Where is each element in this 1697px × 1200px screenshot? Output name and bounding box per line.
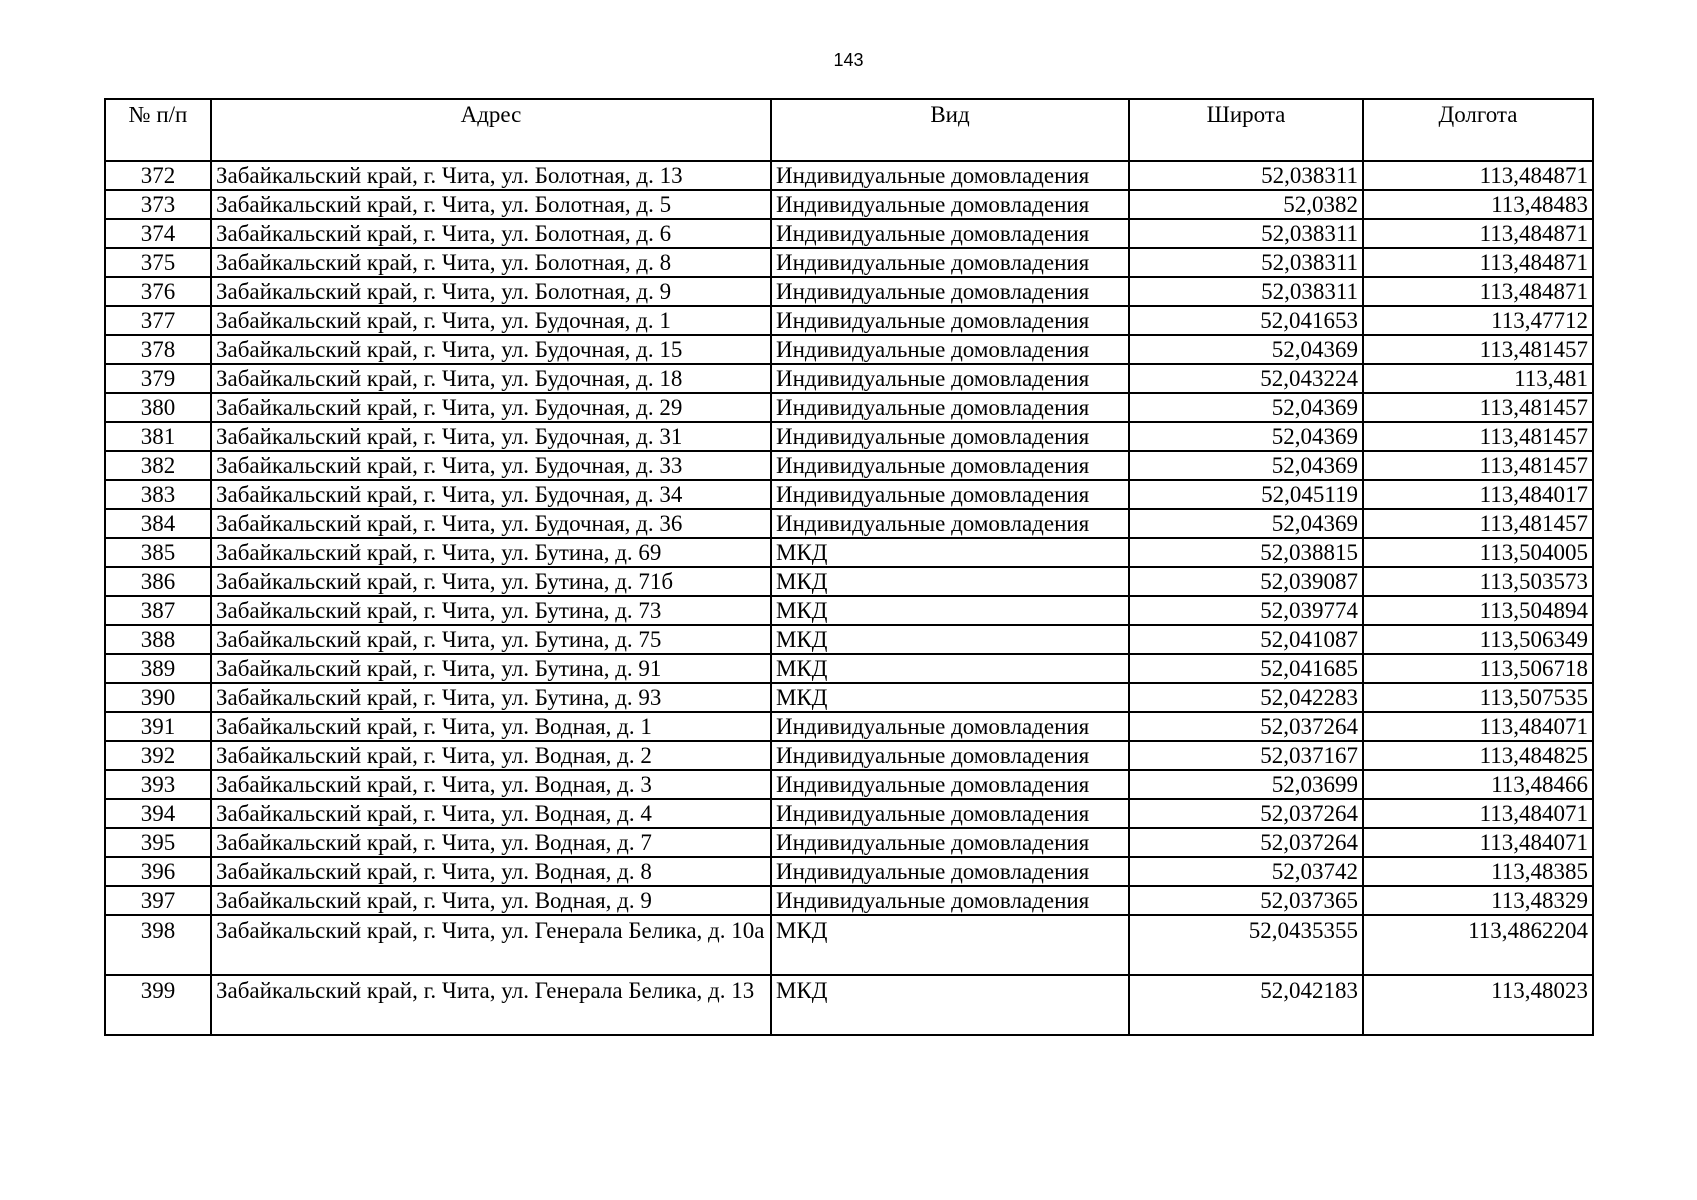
- cell-number: 387: [105, 596, 211, 625]
- cell-number: 383: [105, 480, 211, 509]
- table-row: [105, 480, 1593, 509]
- table-row: [105, 335, 1593, 364]
- cell-latitude: 52,041653: [1129, 306, 1363, 335]
- cell-address: Забайкальский край, г. Чита, ул. Будочная, д. 18: [211, 364, 771, 393]
- cell-type: Индивидуальные домовладения: [771, 480, 1129, 509]
- cell-latitude: 52,042183: [1129, 975, 1363, 1035]
- address-table: [104, 98, 1594, 1036]
- cell-type: Индивидуальные домовладения: [771, 364, 1129, 393]
- cell-number: 390: [105, 683, 211, 712]
- cell-address: Забайкальский край, г. Чита, ул. Бутина, д. 91: [211, 654, 771, 683]
- table-row: [105, 741, 1593, 770]
- cell-type: Индивидуальные домовладения: [771, 741, 1129, 770]
- cell-number: 381: [105, 422, 211, 451]
- table-row: [105, 712, 1593, 741]
- cell-address: Забайкальский край, г. Чита, ул. Водная, д. 7: [211, 828, 771, 857]
- cell-latitude: 52,039087: [1129, 567, 1363, 596]
- cell-number: 382: [105, 451, 211, 480]
- cell-latitude: 52,045119: [1129, 480, 1363, 509]
- table-row: [105, 161, 1593, 190]
- table-row: [105, 451, 1593, 480]
- cell-type: МКД: [771, 975, 1129, 1035]
- cell-latitude: 52,038815: [1129, 538, 1363, 567]
- cell-number: 372: [105, 161, 211, 190]
- table-row: [105, 683, 1593, 712]
- cell-type: Индивидуальные домовладения: [771, 886, 1129, 915]
- table-row: [105, 422, 1593, 451]
- cell-address: Забайкальский край, г. Чита, ул. Болотная, д. 9: [211, 277, 771, 306]
- cell-latitude: 52,041087: [1129, 625, 1363, 654]
- cell-latitude: 52,038311: [1129, 219, 1363, 248]
- cell-type: Индивидуальные домовладения: [771, 277, 1129, 306]
- cell-number: 378: [105, 335, 211, 364]
- cell-type: Индивидуальные домовладения: [771, 712, 1129, 741]
- cell-latitude: 52,037264: [1129, 799, 1363, 828]
- table-row: [105, 306, 1593, 335]
- cell-address: Забайкальский край, г. Чита, ул. Болотная, д. 8: [211, 248, 771, 277]
- cell-address: Забайкальский край, г. Чита, ул. Бутина, д. 69: [211, 538, 771, 567]
- cell-address: Забайкальский край, г. Чита, ул. Генерала Белика, д. 13: [211, 975, 771, 1035]
- cell-number: 376: [105, 277, 211, 306]
- cell-type: Индивидуальные домовладения: [771, 857, 1129, 886]
- table-row: [105, 828, 1593, 857]
- table-row: [105, 190, 1593, 219]
- cell-number: 392: [105, 741, 211, 770]
- cell-address: Забайкальский край, г. Чита, ул. Болотная, д. 13: [211, 161, 771, 190]
- cell-latitude: 52,038311: [1129, 161, 1363, 190]
- cell-address: Забайкальский край, г. Чита, ул. Бутина, д. 71б: [211, 567, 771, 596]
- cell-type: Индивидуальные домовладения: [771, 161, 1129, 190]
- cell-number: 396: [105, 857, 211, 886]
- cell-latitude: 52,04369: [1129, 335, 1363, 364]
- cell-latitude: 52,0382: [1129, 190, 1363, 219]
- cell-longitude: 113,484871: [1363, 219, 1593, 248]
- cell-address: Забайкальский край, г. Чита, ул. Будочная, д. 1: [211, 306, 771, 335]
- cell-longitude: 113,506349: [1363, 625, 1593, 654]
- cell-latitude: 52,03699: [1129, 770, 1363, 799]
- cell-longitude: 113,484871: [1363, 277, 1593, 306]
- cell-latitude: 52,04369: [1129, 422, 1363, 451]
- cell-number: 373: [105, 190, 211, 219]
- cell-address: Забайкальский край, г. Чита, ул. Водная, д. 3: [211, 770, 771, 799]
- cell-number: 397: [105, 886, 211, 915]
- cell-type: Индивидуальные домовладения: [771, 509, 1129, 538]
- table-row: [105, 857, 1593, 886]
- table-body: [105, 161, 1593, 1035]
- cell-latitude: 52,037264: [1129, 712, 1363, 741]
- cell-longitude: 113,484071: [1363, 828, 1593, 857]
- cell-longitude: 113,48483: [1363, 190, 1593, 219]
- cell-type: МКД: [771, 683, 1129, 712]
- header-latitude: Широта: [1129, 99, 1363, 161]
- cell-longitude: 113,484071: [1363, 799, 1593, 828]
- cell-longitude: 113,504894: [1363, 596, 1593, 625]
- cell-address: Забайкальский край, г. Чита, ул. Будочная, д. 31: [211, 422, 771, 451]
- cell-number: 391: [105, 712, 211, 741]
- cell-address: Забайкальский край, г. Чита, ул. Водная, д. 4: [211, 799, 771, 828]
- cell-address: Забайкальский край, г. Чита, ул. Болотная, д. 5: [211, 190, 771, 219]
- cell-longitude: 113,484071: [1363, 712, 1593, 741]
- cell-type: МКД: [771, 567, 1129, 596]
- cell-type: Индивидуальные домовладения: [771, 422, 1129, 451]
- cell-number: 389: [105, 654, 211, 683]
- table-row: [105, 538, 1593, 567]
- table-row: [105, 975, 1593, 1035]
- cell-type: Индивидуальные домовладения: [771, 219, 1129, 248]
- table-row: [105, 886, 1593, 915]
- cell-latitude: 52,04369: [1129, 451, 1363, 480]
- cell-address: Забайкальский край, г. Чита, ул. Водная, д. 8: [211, 857, 771, 886]
- cell-longitude: 113,484017: [1363, 480, 1593, 509]
- cell-longitude: 113,484825: [1363, 741, 1593, 770]
- cell-latitude: 52,03742: [1129, 857, 1363, 886]
- table-row: [105, 364, 1593, 393]
- cell-type: МКД: [771, 538, 1129, 567]
- table-row: [105, 248, 1593, 277]
- cell-number: 385: [105, 538, 211, 567]
- cell-latitude: 52,037167: [1129, 741, 1363, 770]
- table-row: [105, 596, 1593, 625]
- table-row: [105, 799, 1593, 828]
- cell-longitude: 113,48329: [1363, 886, 1593, 915]
- cell-longitude: 113,481457: [1363, 509, 1593, 538]
- page-number: 143: [833, 50, 864, 70]
- cell-latitude: 52,037264: [1129, 828, 1363, 857]
- cell-type: МКД: [771, 654, 1129, 683]
- cell-address: Забайкальский край, г. Чита, ул. Будочная, д. 34: [211, 480, 771, 509]
- table-row: [105, 277, 1593, 306]
- cell-address: Забайкальский край, г. Чита, ул. Будочная, д. 36: [211, 509, 771, 538]
- cell-number: 380: [105, 393, 211, 422]
- cell-longitude: 113,481457: [1363, 393, 1593, 422]
- header-address: Адрес: [211, 99, 771, 161]
- cell-address: Забайкальский край, г. Чита, ул. Будочная, д. 29: [211, 393, 771, 422]
- cell-number: 395: [105, 828, 211, 857]
- cell-latitude: 52,037365: [1129, 886, 1363, 915]
- cell-number: 398: [105, 915, 211, 975]
- cell-type: Индивидуальные домовладения: [771, 190, 1129, 219]
- cell-latitude: 52,042283: [1129, 683, 1363, 712]
- cell-longitude: 113,481457: [1363, 335, 1593, 364]
- cell-number: 394: [105, 799, 211, 828]
- cell-type: МКД: [771, 625, 1129, 654]
- cell-longitude: 113,48023: [1363, 975, 1593, 1035]
- table-row: [105, 915, 1593, 975]
- cell-address: Забайкальский край, г. Чита, ул. Будочная, д. 33: [211, 451, 771, 480]
- cell-latitude: 52,038311: [1129, 248, 1363, 277]
- cell-type: Индивидуальные домовладения: [771, 799, 1129, 828]
- cell-address: Забайкальский край, г. Чита, ул. Болотная, д. 6: [211, 219, 771, 248]
- cell-latitude: 52,039774: [1129, 596, 1363, 625]
- cell-latitude: 52,043224: [1129, 364, 1363, 393]
- cell-latitude: 52,038311: [1129, 277, 1363, 306]
- table-row: [105, 770, 1593, 799]
- cell-type: МКД: [771, 596, 1129, 625]
- table-row: [105, 393, 1593, 422]
- table-row: [105, 509, 1593, 538]
- header-number: № п/п: [105, 99, 211, 161]
- cell-type: МКД: [771, 915, 1129, 975]
- table-row: [105, 625, 1593, 654]
- cell-longitude: 113,481457: [1363, 422, 1593, 451]
- cell-longitude: 113,504005: [1363, 538, 1593, 567]
- table-header-row: [105, 99, 1593, 161]
- cell-number: 393: [105, 770, 211, 799]
- cell-address: Забайкальский край, г. Чита, ул. Генерала Белика, д. 10а: [211, 915, 771, 975]
- cell-type: Индивидуальные домовладения: [771, 306, 1129, 335]
- cell-longitude: 113,503573: [1363, 567, 1593, 596]
- cell-type: Индивидуальные домовладения: [771, 451, 1129, 480]
- cell-address: Забайкальский край, г. Чита, ул. Водная, д. 9: [211, 886, 771, 915]
- cell-longitude: 113,484871: [1363, 248, 1593, 277]
- cell-latitude: 52,041685: [1129, 654, 1363, 683]
- cell-number: 388: [105, 625, 211, 654]
- cell-type: Индивидуальные домовладения: [771, 770, 1129, 799]
- cell-longitude: 113,506718: [1363, 654, 1593, 683]
- cell-type: Индивидуальные домовладения: [771, 335, 1129, 364]
- cell-number: 386: [105, 567, 211, 596]
- cell-longitude: 113,481: [1363, 364, 1593, 393]
- cell-longitude: 113,4862204: [1363, 915, 1593, 975]
- cell-address: Забайкальский край, г. Чита, ул. Бутина, д. 75: [211, 625, 771, 654]
- cell-number: 399: [105, 975, 211, 1035]
- cell-longitude: 113,507535: [1363, 683, 1593, 712]
- cell-address: Забайкальский край, г. Чита, ул. Водная, д. 2: [211, 741, 771, 770]
- table-row: [105, 654, 1593, 683]
- cell-longitude: 113,481457: [1363, 451, 1593, 480]
- header-longitude: Долгота: [1363, 99, 1593, 161]
- cell-latitude: 52,0435355: [1129, 915, 1363, 975]
- cell-address: Забайкальский край, г. Чита, ул. Водная, д. 1: [211, 712, 771, 741]
- cell-longitude: 113,484871: [1363, 161, 1593, 190]
- table-row: [105, 567, 1593, 596]
- cell-number: 379: [105, 364, 211, 393]
- cell-number: 384: [105, 509, 211, 538]
- cell-latitude: 52,04369: [1129, 393, 1363, 422]
- cell-address: Забайкальский край, г. Чита, ул. Бутина, д. 93: [211, 683, 771, 712]
- cell-number: 377: [105, 306, 211, 335]
- cell-address: Забайкальский край, г. Чита, ул. Будочная, д. 15: [211, 335, 771, 364]
- cell-type: Индивидуальные домовладения: [771, 248, 1129, 277]
- cell-type: Индивидуальные домовладения: [771, 828, 1129, 857]
- cell-longitude: 113,48385: [1363, 857, 1593, 886]
- table-row: [105, 219, 1593, 248]
- cell-longitude: 113,47712: [1363, 306, 1593, 335]
- cell-latitude: 52,04369: [1129, 509, 1363, 538]
- cell-number: 374: [105, 219, 211, 248]
- cell-longitude: 113,48466: [1363, 770, 1593, 799]
- cell-number: 375: [105, 248, 211, 277]
- cell-type: Индивидуальные домовладения: [771, 393, 1129, 422]
- cell-address: Забайкальский край, г. Чита, ул. Бутина, д. 73: [211, 596, 771, 625]
- header-type: Вид: [771, 99, 1129, 161]
